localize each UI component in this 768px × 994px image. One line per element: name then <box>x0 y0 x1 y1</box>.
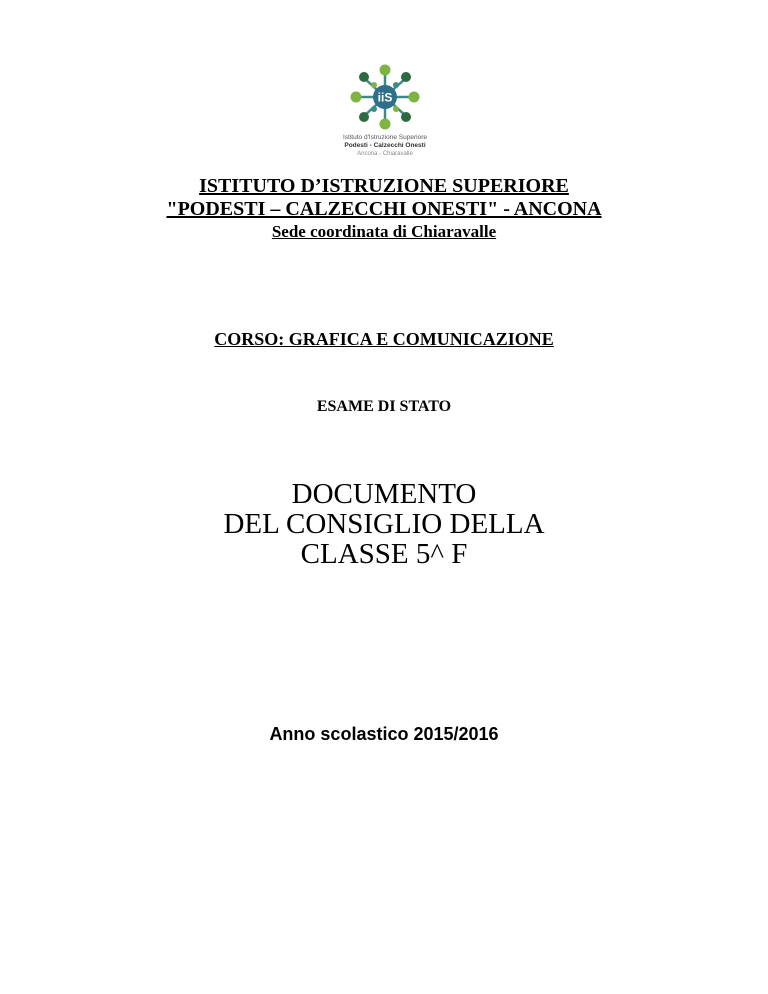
logo-caption-line3: Ancona - Chiaravalle <box>357 151 413 157</box>
logo-caption-line1: Istituto d'Istruzione Superiore <box>343 134 427 141</box>
molecule-logo-icon <box>350 64 420 130</box>
course-heading: CORSO: GRAFICA E COMUNICAZIONE <box>214 329 554 349</box>
document-title-line2: DEL CONSIGLIO DELLA <box>223 508 545 540</box>
institute-location-line: Sede coordinata di Chiaravalle <box>271 222 497 241</box>
svg-text:iiS: iiS <box>377 90 393 105</box>
exam-heading: ESAME DI STATO <box>316 398 452 415</box>
institute-name-line2: "PODESTI – CALZECCHI ONESTI" - ANCONA <box>166 198 602 220</box>
school-year: Anno scolastico 2015/2016 <box>269 724 499 744</box>
document-title-line3: CLASSE 5^ F <box>300 538 468 570</box>
document-title-line1: DOCUMENTO <box>291 478 477 510</box>
logo-caption-line2: Podesti - Calzecchi Onesti <box>344 142 426 149</box>
institute-logo <box>339 64 431 158</box>
institute-name-line1: ISTITUTO D’ISTRUZIONE SUPERIORE <box>199 175 569 197</box>
